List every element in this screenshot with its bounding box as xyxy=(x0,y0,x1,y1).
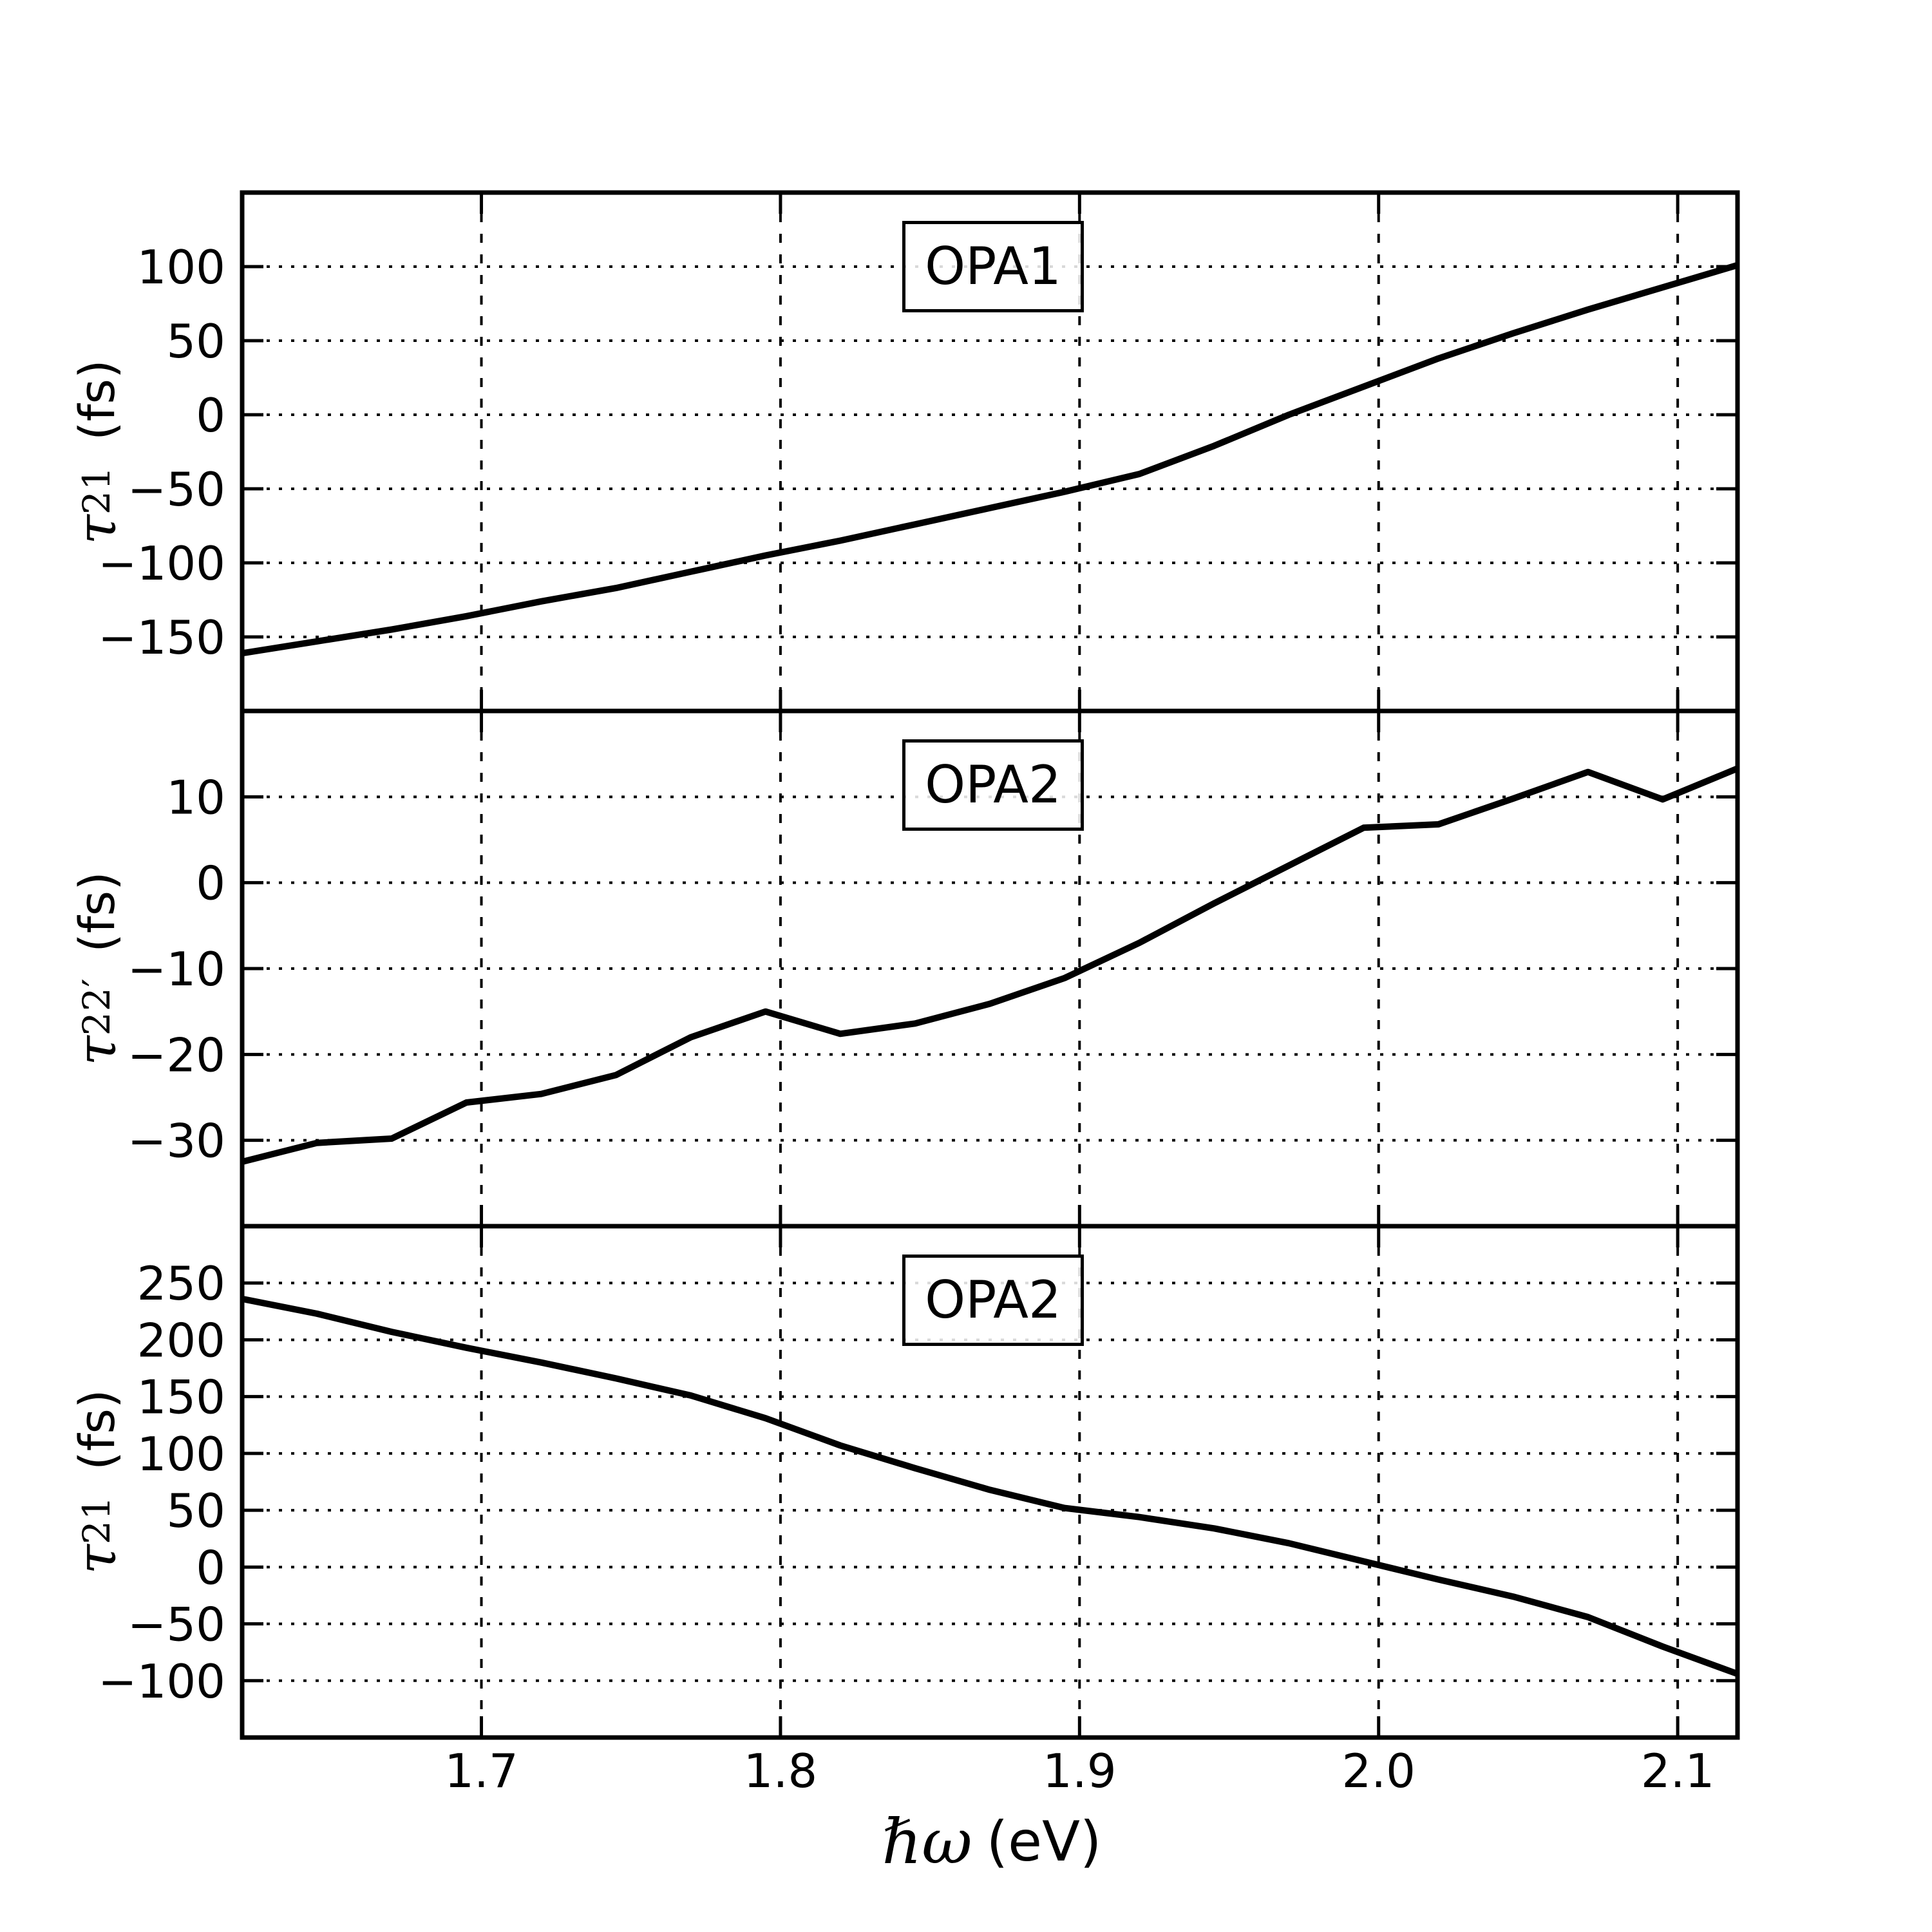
y-tick-label: 200 xyxy=(137,1313,225,1368)
x-tick-label: 1.9 xyxy=(1043,1744,1117,1798)
y-tick-label: 50 xyxy=(166,1484,225,1539)
x-tick-label: 1.7 xyxy=(444,1744,518,1798)
y-axis-unit: (fs) xyxy=(68,871,126,952)
y-tick-label: −50 xyxy=(128,462,225,516)
x-axis-unit: (eV) xyxy=(986,1810,1102,1874)
tau-subscript: 21 xyxy=(75,465,118,515)
tau-symbol: τ xyxy=(65,1036,128,1066)
y-tick-label: −30 xyxy=(128,1113,225,1168)
y-axis-unit: (fs) xyxy=(68,1389,126,1471)
y-tick-label: 0 xyxy=(196,856,225,911)
y-axis-label-panel1 xyxy=(61,188,132,716)
x-tick-label: 2.1 xyxy=(1640,1744,1715,1798)
data-curve-panel1 xyxy=(242,265,1738,654)
y-axis-label-panel3 xyxy=(61,1218,132,1746)
y-tick-label: −10 xyxy=(128,942,225,996)
hbar-omega-symbol: ℏω xyxy=(882,1806,972,1878)
y-tick-label: −100 xyxy=(98,536,225,591)
panel1-annotation-opa1: OPA1 xyxy=(902,221,1084,312)
panel3-annotation-opa2: OPA2 xyxy=(902,1255,1084,1346)
y-tick-label: 10 xyxy=(166,770,225,825)
y-tick-label: 250 xyxy=(137,1256,225,1311)
y-tick-label: −100 xyxy=(98,1654,225,1709)
y-tick-label: 0 xyxy=(196,388,225,442)
data-curve-panel3 xyxy=(242,1299,1738,1674)
y-axis-label-panel2 xyxy=(61,705,132,1233)
y-tick-label: 0 xyxy=(196,1540,225,1595)
tau-subscript: 21 xyxy=(75,1495,118,1545)
x-tick-label: 1.8 xyxy=(743,1744,818,1798)
y-tick-label: −150 xyxy=(98,611,225,665)
tau-symbol: τ xyxy=(65,514,128,545)
y-tick-label: −20 xyxy=(128,1028,225,1083)
y-tick-label: 150 xyxy=(137,1370,225,1425)
tau-symbol: τ xyxy=(65,1544,128,1575)
y-tick-label: 100 xyxy=(137,1426,225,1481)
y-tick-label: 100 xyxy=(137,240,225,294)
y-tick-label: −50 xyxy=(128,1597,225,1652)
x-axis-label xyxy=(386,1803,1597,1880)
x-tick-label: 2.0 xyxy=(1341,1744,1416,1798)
tau-subscript: 22′ xyxy=(75,978,118,1036)
y-tick-label: 50 xyxy=(166,314,225,368)
y-axis-unit: (fs) xyxy=(68,359,126,440)
panel2-annotation-opa2: OPA2 xyxy=(902,739,1084,831)
